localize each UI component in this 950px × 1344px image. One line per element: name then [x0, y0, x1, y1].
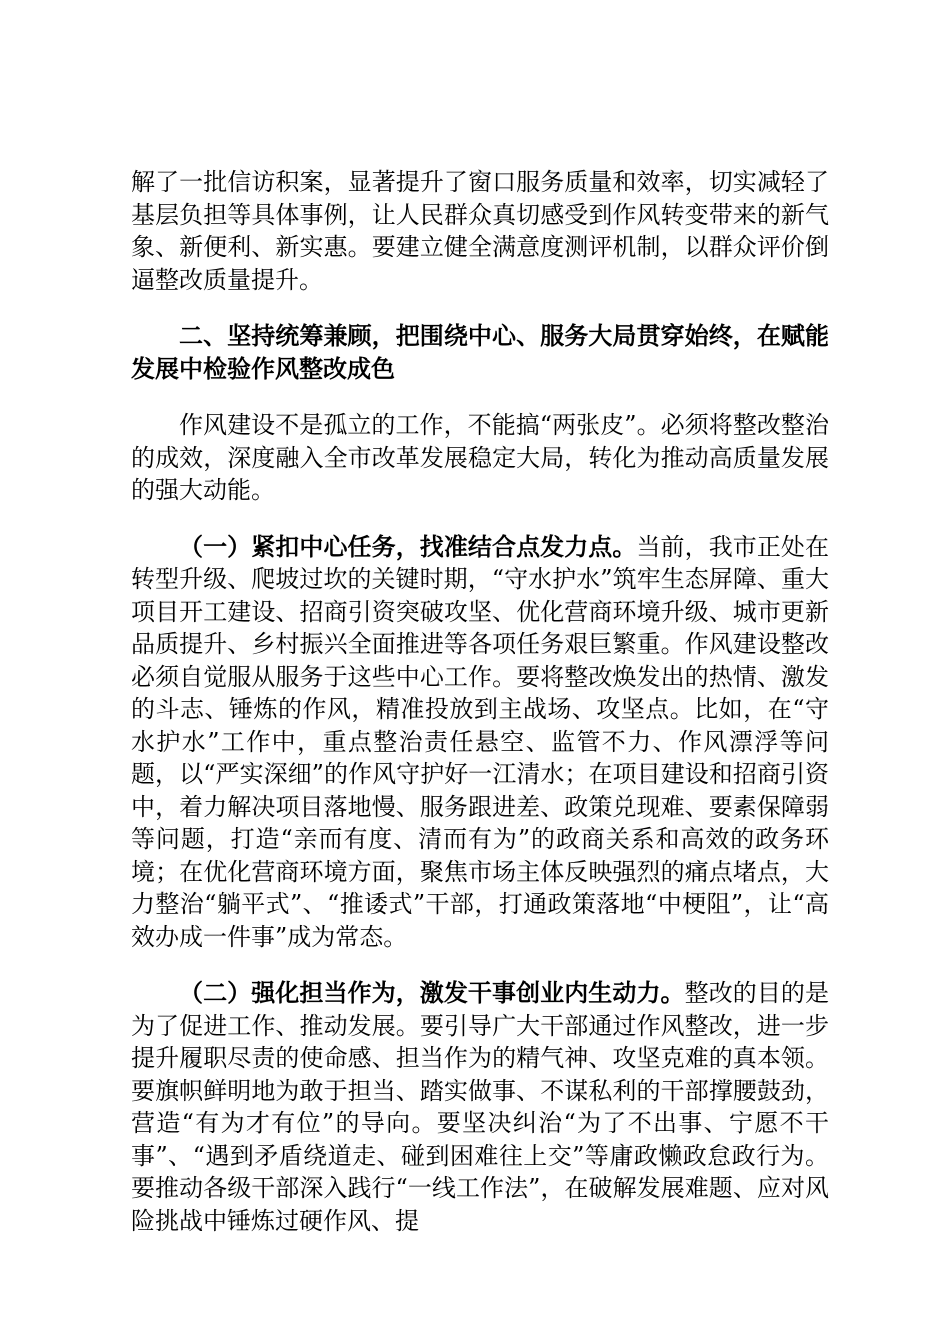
subsection-1-lead: （一）紧扣中心任务，找准结合点发力点。	[179, 532, 637, 561]
paragraph-subsection-1	[131, 531, 829, 954]
paragraph-gap	[131, 507, 829, 531]
paragraph-intro: 作风建设不是孤立的工作，不能搞“两张皮”。必须将整改整治的成效，深度融入全市改革发展稳定大局，转化为推动高质量发展的强大动能。	[131, 411, 829, 504]
paragraph-gap	[131, 385, 829, 409]
subsection-2-lead: （二）强化担当作为，激发干事创业内生动力。	[179, 979, 685, 1007]
subsection-1-body: 当前，我市正处在转型升级、爬坡过坎的关键时期，“守水护水”筑牢生态屏障、重大项目开工建设、招商引资突破攻坚、优化营商环境升级、城市更新品质提升、乡村振兴全面推进等各项任务艰巨繁重。作风建设整改必须自觉服从服务于这些中心工作。要将整改焕发出的热情、激发的斗志、锤炼的作风，精准投放到主战场、攻坚点。比如，在“守水护水”工作中，重点整治责任悬空、监管不力、作风漂浮等问题，以“严实深细”的作风守护好一江清水；在项目建设和招商引资中，着力解决项目落地慢、服务跟进差、政策兑现难、要素保障弱等问题，打造“亲而有度、清而有为”的政商关系和高效的政务环境；在优化营商环境方面，聚焦市场主体反映强烈的痛点堵点，大力整治“躺平式”、“推诿式”干部，打通政策落地“中梗阻”，让“高效办成一件事”成为常态。	[131, 532, 830, 951]
paragraph-continuation: 解了一批信访积案，显著提升了窗口服务质量和效率，切实减轻了基层负担等具体事例，让人民群众真切感受到作风转变带来的新气象、新便利、新实惠。要建立健全满意度测评机制，以群众评价倒逼整改质量提升。	[131, 168, 829, 294]
paragraph-gap	[131, 296, 829, 320]
section-heading: 二、坚持统筹兼顾，把围绕中心、服务大局贯穿始终，在赋能发展中检验作风整改成色	[131, 322, 829, 383]
paragraph-subsection-2	[131, 977, 829, 1237]
paragraph-gap	[131, 953, 829, 977]
document-page	[131, 166, 829, 1237]
subsection-2-body: 整改的目的是为了促进工作、推动发展。要引导广大干部通过作风整改，进一步提升履职尽责的使命感、担当作为的精气神、攻坚克难的真本领。要旗帜鲜明地为敢于担当、踏实做事、不谋私利的干部撑腰鼓劲，营造“有为才有位”的导向。要坚决纠治“为了不出事、宁愿不干事”、“遇到矛盾绕道走、碰到困难往上交”等庸政懒政怠政行为。要推动各级干部深入践行“一线工作法”，在破解发展难题、应对风险挑战中锤炼过硬作风、提	[131, 979, 830, 1235]
